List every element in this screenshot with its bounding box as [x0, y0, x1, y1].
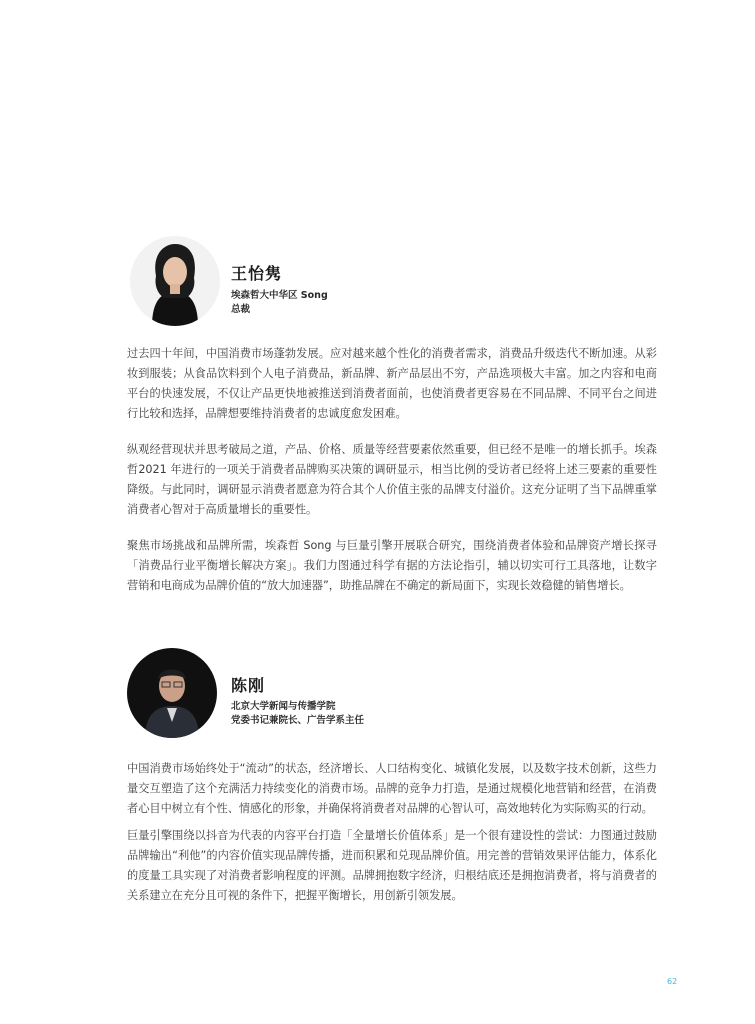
- portrait-man-photo: [127, 648, 217, 738]
- profile-title-line2: 党委书记兼院长、广告学系主任: [231, 715, 365, 726]
- profile-title-line1: 北京大学新闻与传播学院: [231, 701, 336, 712]
- paragraph: 聚焦市场挑战和品牌所需，埃森哲 Song 与巨量引擎开展联合研究，围绕消费者体验和品牌资产增长探寻「消费品行业平衡增长解决方案」。我们力图通过科学有据的方法论指引，辅以切实可行工具落地，让数字营销和电商成为品牌价值的“放大加速器”，助推品牌在不确定的新局面下，实现长效稳健的销售增长。: [127, 539, 657, 592]
- paragraph: 纵观经营现状并思考破局之道，产品、价格、质量等经营要素依然重要，但已经不是唯一的增长抓手。埃森哲2021 年进行的一项关于消费者品牌购买决策的调研显示，相当比例的受访者已经将上述三要素的重要性降级。与此同时，调研显示消费者愿意为符合其个人价值主张的品牌支付溢价。这充分证明了当下品牌重掌消费者心智对于高质量增长的重要性。: [127, 443, 657, 516]
- avatar-wang: [130, 236, 220, 326]
- paragraph: 过去四十年间，中国消费市场蓬勃发展。应对越来越个性化的消费者需求，消费品升级迭代不断加速。从彩妆到服装；从食品饮料到个人电子消费品，新品牌、新产品层出不穷，产品选项极大丰富。加之内容和电商平台的快速发展，不仅让产品更快地被推送到消费者面前，也使消费者更容易在不同品牌、不同平台之间进行比较和选择，品牌想要维持消费者的忠诚度愈发困难。: [127, 347, 657, 420]
- profile-title-line2: 总裁: [231, 304, 251, 315]
- profile-name: 陈刚: [231, 676, 266, 695]
- profile-name: 王怡隽: [231, 264, 283, 283]
- paragraph: 巨量引擎围绕以抖音为代表的内容平台打造「全量增长价值体系」是一个很有建设性的尝试：力图通过鼓励品牌输出“利他”的内容价值实现品牌传播，进而积累和兑现品牌价值。用完善的营销效果评估能力，体系化的度量工具实现了对消费者影响程度的评测。品牌拥抱数字经济，归根结底还是拥抱消费者，将与消费者的关系建立在充分且可视的条件下，把握平衡增长，用创新引领发展。: [127, 829, 657, 902]
- portrait-woman-photo: [130, 236, 220, 326]
- avatar-chen: [127, 648, 217, 738]
- profile-title-line1: 埃森哲大中华区 Song: [231, 290, 328, 301]
- paragraph: 中国消费市场始终处于“流动”的状态，经济增长、人口结构变化、城镇化发展，以及数字技术创新，这些力量交互塑造了这个充满活力持续变化的消费市场。品牌的竞争力打造，是通过规模化地营销和经营，在消费者心目中树立有个性、情感化的形象，并确保将消费者对品牌的心智认可，高效地转化为实际购买的行动。: [127, 762, 657, 815]
- page-number: 62: [667, 977, 678, 986]
